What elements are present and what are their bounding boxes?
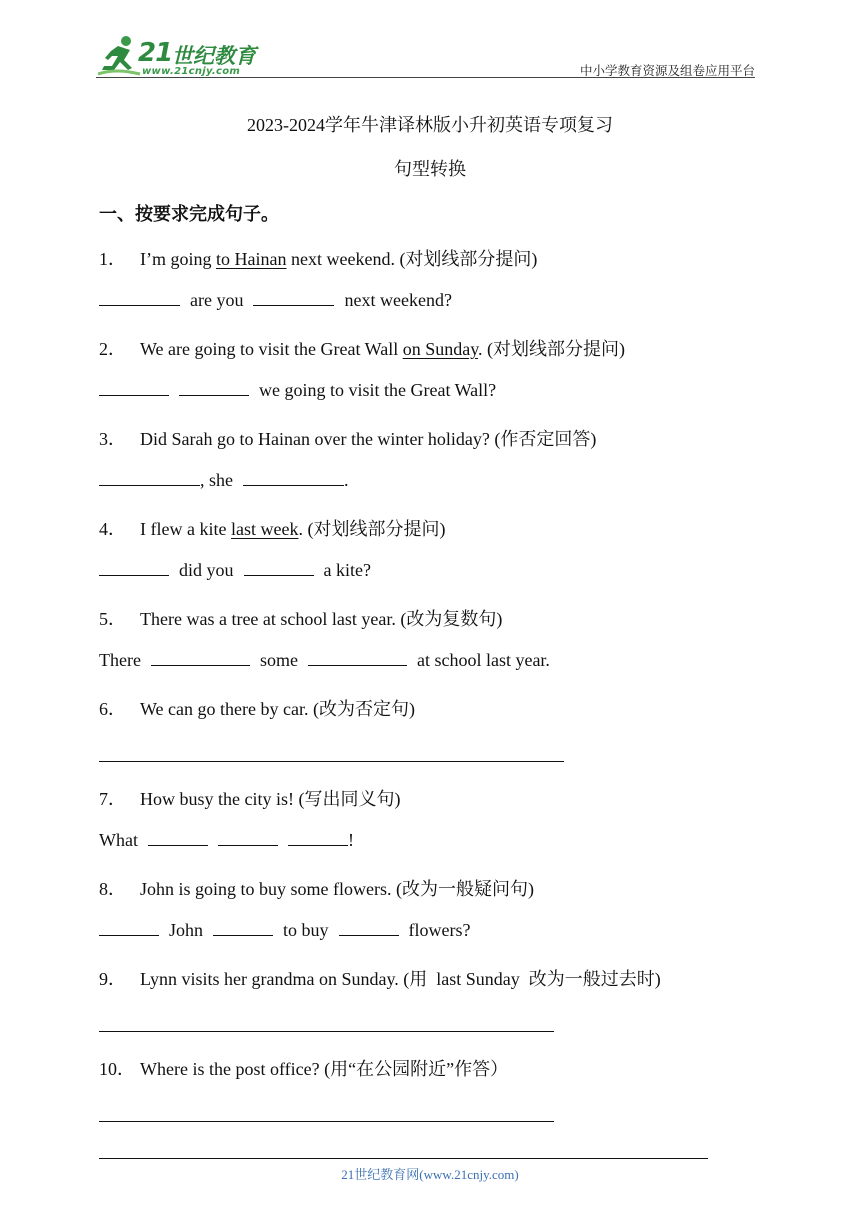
question-number: 4． xyxy=(99,519,126,539)
question-number: 6． xyxy=(99,699,126,719)
underlined-phrase: on Sunday xyxy=(402,339,479,359)
footer-divider xyxy=(99,1158,708,1159)
answer-text: , she xyxy=(200,470,233,490)
answer-text: did you xyxy=(179,560,234,580)
question-10 xyxy=(99,1055,508,1081)
underlined-phrase: last week xyxy=(230,519,299,539)
answer-blank[interactable] xyxy=(339,921,399,936)
question-2 xyxy=(99,335,625,361)
question-8 xyxy=(99,875,534,901)
answer-blank[interactable] xyxy=(99,561,169,576)
answer-blank[interactable] xyxy=(288,831,348,846)
question-number: 9． xyxy=(99,969,126,989)
logo-number: 21 xyxy=(138,38,173,68)
answer-blank[interactable] xyxy=(99,1031,554,1032)
answer-line-5 xyxy=(99,650,550,671)
question-text: Did Sarah go to Hainan over the winter holiday? (作否定回答) xyxy=(140,429,597,449)
answer-text: flowers? xyxy=(408,920,471,940)
answer-text: What xyxy=(99,830,138,850)
question-7 xyxy=(99,785,400,811)
question-text: We are going to visit the Great Wall xyxy=(140,339,403,359)
answer-line-1 xyxy=(99,290,452,311)
answer-text: a kite? xyxy=(323,560,371,580)
question-text: John is going to buy some flowers. (改为一般疑问句) xyxy=(140,879,534,899)
answer-blank[interactable] xyxy=(99,921,159,936)
page-title: 2023-2024学年牛津译林版小升初英语专项复习 xyxy=(247,115,613,135)
answer-blank[interactable] xyxy=(99,381,169,396)
answer-text: some xyxy=(259,650,298,670)
answer-line-8 xyxy=(99,920,471,941)
section-heading: 一、按要求完成句子。 xyxy=(99,204,279,225)
question-4 xyxy=(99,515,445,541)
question-3 xyxy=(99,425,596,451)
answer-blank[interactable] xyxy=(253,291,334,306)
answer-blank[interactable] xyxy=(218,831,278,846)
footer-text: 21世纪教育网(www.21cnjy.com) xyxy=(341,1167,519,1182)
underlined-phrase: to Hainan xyxy=(216,249,287,269)
answer-blank[interactable] xyxy=(243,471,344,486)
question-text: . (对划线部分提问) xyxy=(298,519,446,539)
question-number: 7． xyxy=(99,789,126,809)
question-number: 8． xyxy=(99,879,126,899)
answer-text: next weekend? xyxy=(344,290,452,310)
question-5 xyxy=(99,605,502,631)
header-divider xyxy=(96,77,755,78)
header-platform-text: 中小学教育资源及组卷应用平台 xyxy=(579,63,755,78)
question-number: 2． xyxy=(99,339,126,359)
answer-text: John xyxy=(169,920,204,940)
logo-text: 世纪教育 xyxy=(172,44,256,68)
question-text: Lynn visits her grandma on Sunday. (用 last Sunday 改为一般过去时) xyxy=(140,969,661,989)
answer-text: There xyxy=(99,650,141,670)
answer-line-4 xyxy=(99,560,371,581)
answer-blank[interactable] xyxy=(99,471,200,486)
answer-blank[interactable] xyxy=(148,831,208,846)
question-9 xyxy=(99,965,661,991)
question-text: I flew a kite xyxy=(140,519,231,539)
answer-blank[interactable] xyxy=(308,651,407,666)
question-number: 3． xyxy=(99,429,126,449)
answer-line-3 xyxy=(99,470,349,491)
question-text: I’m going xyxy=(140,249,216,269)
logo-url: www.21cnjy.com xyxy=(142,66,241,77)
answer-blank[interactable] xyxy=(99,1121,554,1122)
answer-text: at school last year. xyxy=(416,650,550,670)
answer-text: we going to visit the Great Wall? xyxy=(259,380,497,400)
answer-blank[interactable] xyxy=(99,761,564,762)
question-6 xyxy=(99,695,415,721)
question-number: 5． xyxy=(99,609,126,629)
page-subtitle: 句型转换 xyxy=(394,159,466,179)
answer-blank[interactable] xyxy=(213,921,273,936)
question-number: 10． xyxy=(99,1059,135,1079)
answer-blank[interactable] xyxy=(244,561,314,576)
answer-blank[interactable] xyxy=(151,651,250,666)
question-text: . (对划线部分提问) xyxy=(478,339,626,359)
answer-text: to buy xyxy=(283,920,329,940)
runner-icon xyxy=(96,34,142,80)
answer-blank[interactable] xyxy=(99,291,180,306)
question-text: There was a tree at school last year. (改为复数句) xyxy=(140,609,503,629)
answer-text: are you xyxy=(190,290,244,310)
answer-blank[interactable] xyxy=(179,381,249,396)
question-1 xyxy=(99,245,537,271)
question-text: How busy the city is! (写出同义句) xyxy=(140,789,401,809)
answer-text: . xyxy=(344,470,349,490)
question-number: 1． xyxy=(99,249,126,269)
answer-line-2 xyxy=(99,380,496,401)
answer-line-7 xyxy=(99,830,354,851)
question-text: next weekend. (对划线部分提问) xyxy=(286,249,538,269)
answer-text: ! xyxy=(347,830,354,850)
brand-logo xyxy=(96,34,266,80)
question-text: We can go there by car. (改为否定句) xyxy=(140,699,415,719)
question-text: Where is the post office? (用“在公园附近”作答） xyxy=(140,1059,509,1079)
